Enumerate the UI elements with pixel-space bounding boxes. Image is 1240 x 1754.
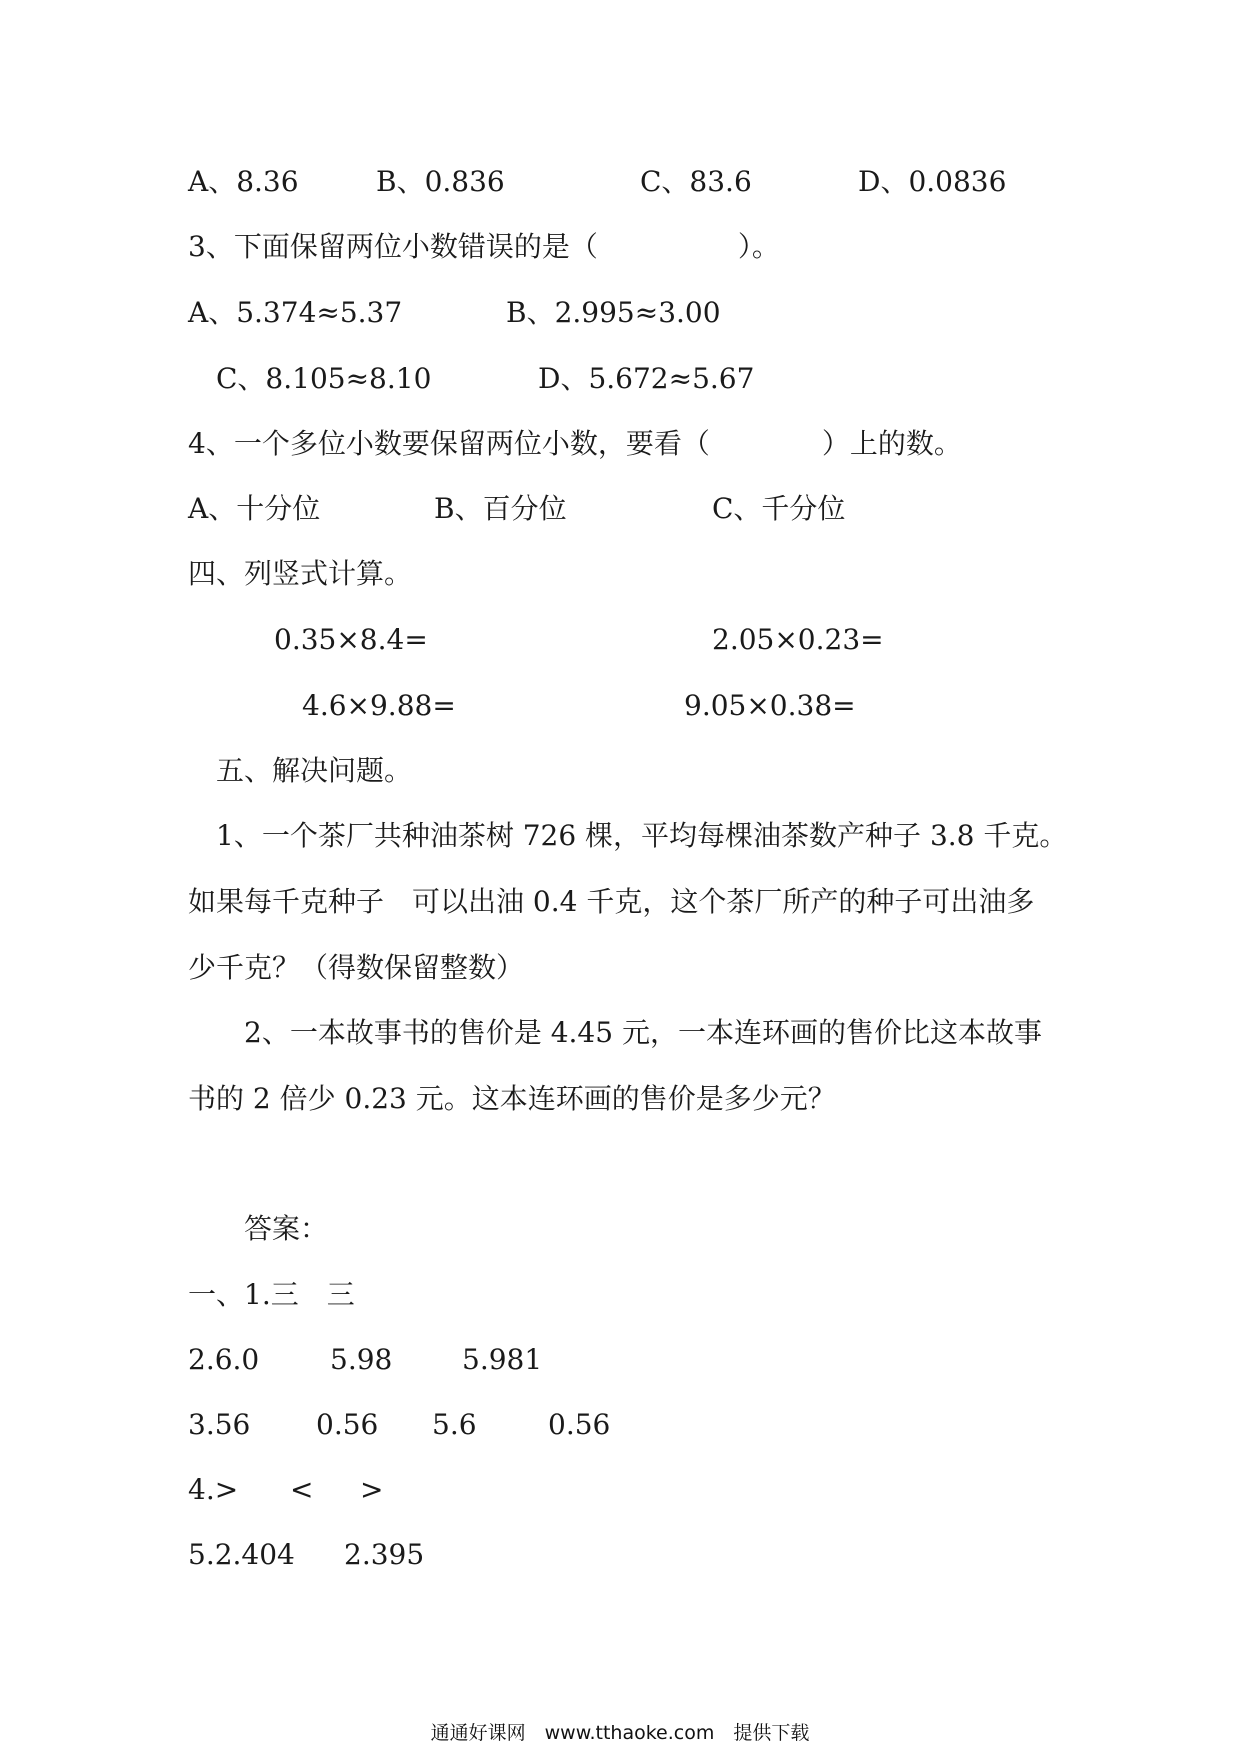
calc-1: 0.35×8.4= bbox=[274, 623, 428, 656]
answers-title: 答案： bbox=[244, 1212, 329, 1245]
calc-4: 9.05×0.38= bbox=[684, 689, 856, 722]
answer-5-part-2: 2.395 bbox=[344, 1538, 425, 1571]
calc-2: 2.05×0.23= bbox=[712, 623, 884, 656]
q4-option-a: A、十分位 bbox=[188, 492, 321, 525]
problem-2-line-2: 书的 2 倍少 0.23 元。这本连环画的售价是多少元？ bbox=[188, 1082, 836, 1115]
problem-1-line-3: 少千克？（得数保留整数） bbox=[188, 951, 525, 984]
answer-2-part-3: 5.981 bbox=[462, 1343, 543, 1376]
page-footer: 通通好课网 www.tthaoke.com 提供下载 bbox=[430, 1722, 810, 1744]
calc-3: 4.6×9.88= bbox=[302, 689, 456, 722]
problem-2-line-1: 2、一本故事书的售价是 4.45 元，一本连环画的售价比这本故事 bbox=[244, 1016, 1042, 1049]
answer-4-part-2: < bbox=[290, 1473, 314, 1506]
answer-2-part-1: 2.6.0 bbox=[188, 1343, 260, 1376]
answer-4-part-1: 4.> bbox=[188, 1473, 239, 1506]
q4-stem: 4、一个多位小数要保留两位小数，要看（ ）上的数。 bbox=[188, 427, 962, 460]
q3-option-a: A、5.374≈5.37 bbox=[188, 296, 403, 329]
answer-3-part-4: 0.56 bbox=[548, 1408, 611, 1441]
answer-3-part-3: 5.6 bbox=[432, 1408, 477, 1441]
section4-title: 四、列竖式计算。 bbox=[188, 557, 413, 590]
q3-stem: 3、下面保留两位小数错误的是（ ）。 bbox=[188, 230, 780, 263]
section5-title: 五、解决问题。 bbox=[216, 754, 413, 787]
answer-4-part-3: > bbox=[360, 1473, 384, 1506]
q3-option-b: B、2.995≈3.00 bbox=[506, 296, 721, 329]
answer-5-part-1: 5.2.404 bbox=[188, 1538, 295, 1571]
answer-2-part-2: 5.98 bbox=[330, 1343, 393, 1376]
q3-option-c: C、8.105≈8.10 bbox=[216, 362, 432, 395]
q4-option-b: B、百分位 bbox=[434, 492, 567, 525]
problem-1-line-2: 如果每千克种子 可以出油 0.4 千克，这个茶厂所产的种子可出油多 bbox=[188, 885, 1035, 918]
q2-option-d: D、0.0836 bbox=[858, 165, 1007, 198]
q4-option-c: C、千分位 bbox=[712, 492, 846, 525]
q2-option-c: C、83.6 bbox=[640, 165, 752, 198]
q2-option-b: B、0.836 bbox=[376, 165, 505, 198]
answer-1: 一、1.三 三 bbox=[188, 1278, 355, 1311]
q3-option-d: D、5.672≈5.67 bbox=[538, 362, 755, 395]
answer-3-part-1: 3.56 bbox=[188, 1408, 251, 1441]
q2-option-a: A、8.36 bbox=[188, 165, 299, 198]
problem-1-line-1: 1、一个茶厂共种油茶树 726 棵，平均每棵油茶数产种子 3.8 千克。 bbox=[216, 819, 1068, 852]
answer-3-part-2: 0.56 bbox=[316, 1408, 379, 1441]
